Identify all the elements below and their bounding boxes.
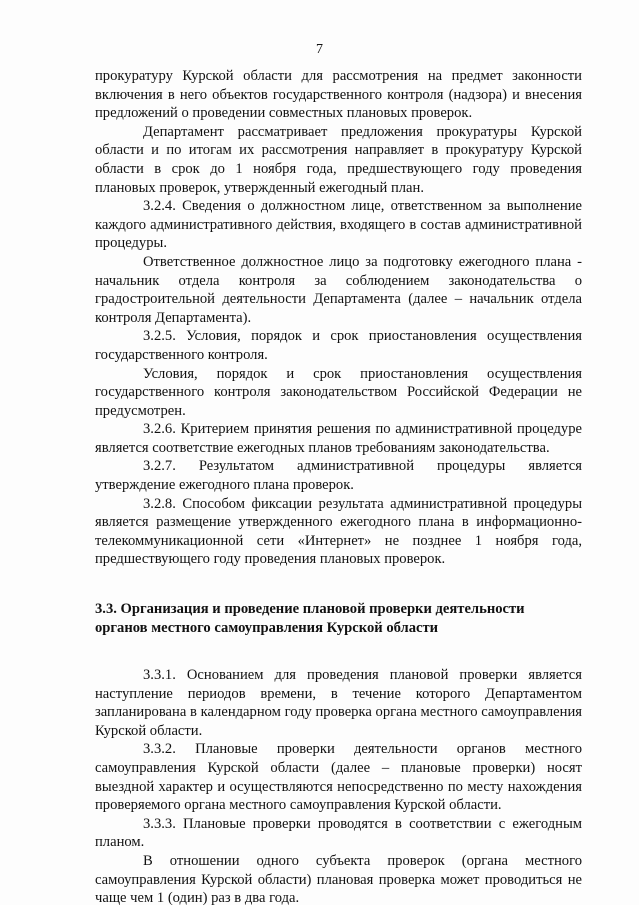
section-heading [95,600,582,638]
paragraph: В отношении одного субъекта проверок (органа местного самоуправления Курской области) плановая проверка может проводиться не чаще чем 1 (один) раз в два года. [95,852,582,907]
document-body [95,67,582,908]
paragraph: 3.2.5. Условия, порядок и срок приостановления осуществления государственного контроля. [95,328,582,363]
section-heading-line: 3.3. Организация и проведение плановой проверки деятельности [95,601,525,618]
paragraph: 3.3.3. Плановые проверки проводятся в соответствии с ежегодным планом. [95,815,582,851]
paragraphs-before-heading [95,67,582,569]
paragraph: прокуратуру Курской области для рассмотрения на предмет законности включения в него объектов государственного контроля (надзора) и внесения предложений о проведении совместных плановых проверок. [95,68,582,122]
paragraph: 3.2.7. Результатом административной процедуры является утверждение ежегодного плана проверок. [95,458,582,494]
paragraph: Условия, порядок и срок приостановления осуществления государственного контроля законодательством Российской Федерации не предусмотрен. [95,365,582,419]
section-heading-line: органов местного самоуправления Курской области [95,620,439,637]
paragraph: Департамент рассматривает предложения прокуратуры Курской области и по итогам их рассмотрения направляет в прокуратуру Курской области в срок до 1 ноября года, предшествующего году проведения плановых проверок, утвержденный ежегодный план. [95,123,582,196]
paragraph: 3.2.4. Сведения о должностном лице, ответственном за выполнение каждого административного действия, входящего в состав административной процедуры. [95,198,582,252]
paragraph: 3.2.8. Способом фиксации результата административной процедуры является размещение утвержденного ежегодного плана в информационно-телекоммуникационной сети «Интернет» не позднее 1 ноября года, предшествующего году проведения плановых проверок. [95,495,582,568]
paragraph: 3.2.6. Критерием принятия решения по административной процедуре является соответствие ежегодных планов требованиям законодательства. [95,421,582,456]
paragraph: 3.3.1. Основанием для проведения плановой проверки является наступление периодов времени, в течение которого Департаментом запланирована в календарном году проверка органа местного самоуправления Курской области. [95,667,582,739]
paragraph: 3.3.2. Плановые проверки деятельности органов местного самоуправления Курской области (далее – плановые проверки) носят выездной характер и осуществляются непосредственно по месту нахождения проверяемого органа местного самоуправления Курской области. [95,741,582,814]
page-number: 7 [316,42,323,57]
paragraph: Ответственное должностное лицо за подготовку ежегодного плана - начальник отдела контроля за соблюдением законодательства о градостроительной деятельности Департамента (далее – начальник отдела контроля Департамента). [95,253,582,326]
paragraphs-after-heading [95,666,582,908]
